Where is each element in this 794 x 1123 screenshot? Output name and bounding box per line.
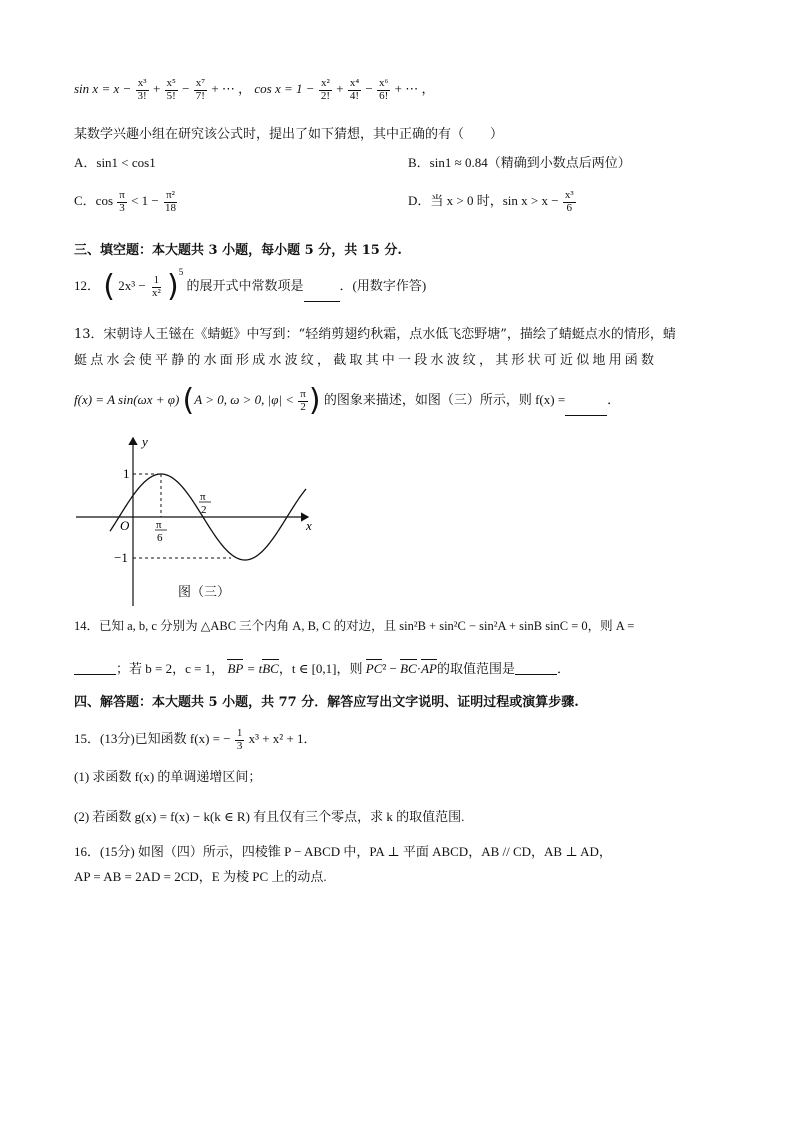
fraction: $\frac{\text{x³}}{3!}$ [137,77,147,102]
section-4-heading: 四、解答题：本大题共 5 小题，共 77 分．解答应写出文字说明、证明过程或演算步骤. [74,695,579,710]
fraction: $\frac{\text{x³}}{6}$ [564,189,574,214]
q11-option-a: A．sin1 < cos1 [74,155,156,170]
fraction: $\frac{\text{x⁶}}{6!}$ [379,77,389,102]
origin-label: O [120,518,130,533]
sin-lhs: sin x = x − [74,81,132,97]
q12: 12． ( 2x³ − $\frac{1}{\text{x²}}$ )$^5$ 的展开式中常数项是 ．(用数字作答) [74,266,427,304]
figure-3-caption: 图（三） [178,585,231,600]
right-paren: ) [308,383,321,418]
tick-label-pi2-den: 2 [201,504,207,516]
q15-stem: 15．(13分)已知函数 f(x) = − $\frac{1}{3}$ x³ + x² + 1． [74,727,317,752]
q16-line-1: 16．(15分) 如图（四）所示，四棱锥 P − ABCD 中，PA ⊥ 平面 ABCD，AB // CD，AB ⊥ AD， [74,844,612,859]
fraction: $\frac{\pi}{3}$ [119,189,125,214]
answer-blank [74,662,116,675]
series-expansion-line: sin x = x − $\frac{\text{x³}}{3!}$ + $\frac{\text{x⁵}}{5!}$ − $\frac{\text{x⁷}}{7!}$ + ⋯ ， cos x = 1 − $\frac{\text{x²}}{2!}$ + $\frac{\text{x⁴}}{4!}$ − $\frac{\text{x⁶}}{6!}$ + ⋯ ， [74,77,435,102]
fraction: $\frac{\pi}{2}$ [300,387,306,413]
q11-option-d: D．当 x > 0 时，sin x > x − $\frac{\text{x³}}{6}$ [408,189,574,214]
q13-line-1: 13．宋朝诗人王镃在《蜻蜓》中写到：“轻绡剪翅约秋霜，点水低飞恋野塘”，描绘了蜻蜓点水的情形，蜻 [74,327,676,342]
tick-label-neg1: −1 [114,550,128,565]
fraction: $\frac{\text{x²}}{2!}$ [320,77,330,102]
fraction: $\frac{1}{\text{x²}}$ [151,273,161,299]
tick-label-pi6-num: π [156,519,162,531]
y-axis-label: y [142,434,148,449]
tick-label-pi2-num: π [200,491,206,503]
answer-blank [515,662,557,675]
q16-line-2: AP = AB = 2AD = 2CD，E 为棱 PC 上的动点. [74,869,327,884]
fraction: $\frac{\text{x⁴}}{4!}$ [349,77,360,102]
fraction: $\frac{\text{π²}}{18}$ [165,189,176,214]
cos-lhs: cos x = 1 − [254,81,315,97]
q11-stem: 某数学兴趣小组在研究该公式时，提出了如下猜想，其中正确的有（ ） [74,127,504,142]
answer-blank [565,403,607,416]
q11-option-b: B．sin1 ≈ 0.84（精确到小数点后两位） [408,155,631,171]
fraction: $\frac{\text{x⁵}}{5!}$ [166,77,176,102]
fraction: $\frac{1}{3}$ [236,727,243,752]
right-paren: ) [167,269,179,304]
x-axis-label: x [306,518,312,533]
left-paren: ( [103,269,115,304]
fraction: $\frac{\text{x⁷}}{7!}$ [195,77,206,102]
q14-line-1: 14．已知 a, b, c 分别为 △ABC 三个内角 A, B, C 的对边，且 sin²B + sin²C − sin²A + sinB sinC = 0，则 A = [74,619,635,633]
q15-sub-2: (2) 若函数 g(x) = f(x) − k(k ∈ R) 有且仅有三个零点，求 k 的取值范围. [74,809,465,824]
q11-option-c: C．cos $\frac{\pi}{3}$ < 1 − $\frac{\text{π²}}{18}$ [74,189,176,214]
q15-sub-1: (1) 求函数 f(x) 的单调递增区间； [74,769,262,784]
tick-label-pi6-den: 6 [157,532,163,544]
q13-line-3: f(x) = A sin(ωx + φ) (A > 0, ω > 0, |φ| < $\frac{\pi}{2}$ ) 的图象来描述，如图（三）所示，则 f(x) = ． [74,383,621,418]
section-3-heading: 三、填空题：本大题共 3 小题，每小题 5 分，共 15 分. [74,243,402,258]
answer-blank [304,289,340,302]
q14-line-2: ；若 b = 2，c = 1， BP = tBC，t ∈ [0,1]，则 PC² − BC·AP的取值范围是 ． [74,662,570,675]
left-paren: ( [182,383,195,418]
tick-label-1: 1 [123,466,130,481]
q13-line-2: 蜓点水会使平静的水面形成水波纹，截取其中一段水波纹，其形状可近似地用函数 [74,353,658,368]
figure-3-graph [70,430,330,610]
